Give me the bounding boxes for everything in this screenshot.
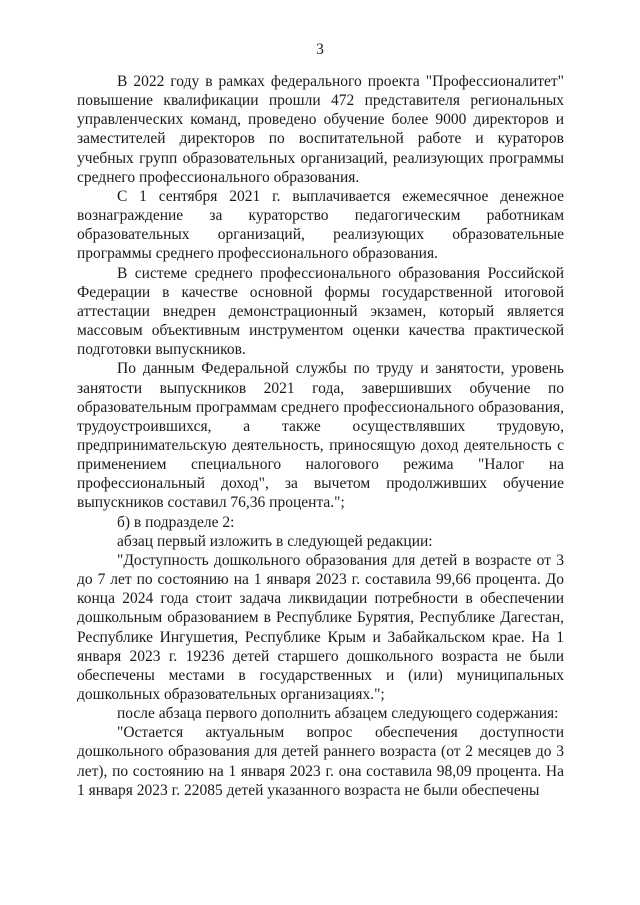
paragraph-professionalitet: В 2022 году в рамках федерального проекта "Профессионалитет" повышение квалификации прошли 472 представителя региональных управленческих команд, проведено обучение более 9000 директоров и заместителей директоров по воспитательной работе и кураторов учебных групп образовательных организаций, реализующих программы среднего профессионального образования. [77,73,564,186]
page-number: 3 [316,41,324,58]
paragraph-demo-exam: В системе среднего профессионального образования Российской Федерации в качестве основной формы государственной итоговой аттестации внедрен демонстрационный экзамен, который является массовым объективным инструментом оценки качества практической подготовки выпускников. [77,264,564,359]
paragraph-add-after-first: после абзаца первого дополнить абзацем следующего содержания: [117,705,559,723]
paragraph-employment: По данным Федеральной службы по труду и занятости, уровень занятости выпускников 2021 года, завершивших обучение по образовательным программам среднего профессионального образования, трудоустроившихся, а также осуществлявших трудовую, предпринимательскую деятельность, приносящую доход деятельность с применением специального налогового режима "Налог на профессиональный доход", за вычетом продолживших обучение выпускников составил 76,36 процента."; [77,360,564,512]
paragraph-first-edition: абзац первый изложить в следующей редакции: [117,532,433,550]
paragraph-subsection-2: б) в подразделе 2: [117,513,235,531]
document-body [77,72,564,800]
paragraph-early-age-access: "Остается актуальным вопрос обеспечения доступности дошкольного образования для детей раннего возраста (от 2 месяцев до 3 лет), по состоянию на 1 января 2023 г. она составила 98,09 процента. На 1 января 2023 г. 22085 детей указанного возраста не были обеспечены [77,724,564,799]
paragraph-curator-pay: С 1 сентября 2021 г. выплачивается ежемесячное денежное вознаграждение за кураторство педагогическим работникам образовательных организаций, реализующих образовательные программы среднего профессионального образования. [77,187,564,263]
paragraph-preschool-access: "Доступность дошкольного образования для детей в возрасте от 3 до 7 лет по состоянию на 1 января 2023 г. составила 99,66 процента. До конца 2024 года стоит задача ликвидации потребности в обеспечении дошкольным образованием в Республике Бурятия, Республике Дагестан, Республике Ингушетия, Республике Крым и Забайкальском крае. На 1 января 2023 г. 19236 детей старшего дошкольного возраста не были обеспечены местами в государственных и (или) муниципальных дошкольных образовательных организациях."; [77,551,564,703]
